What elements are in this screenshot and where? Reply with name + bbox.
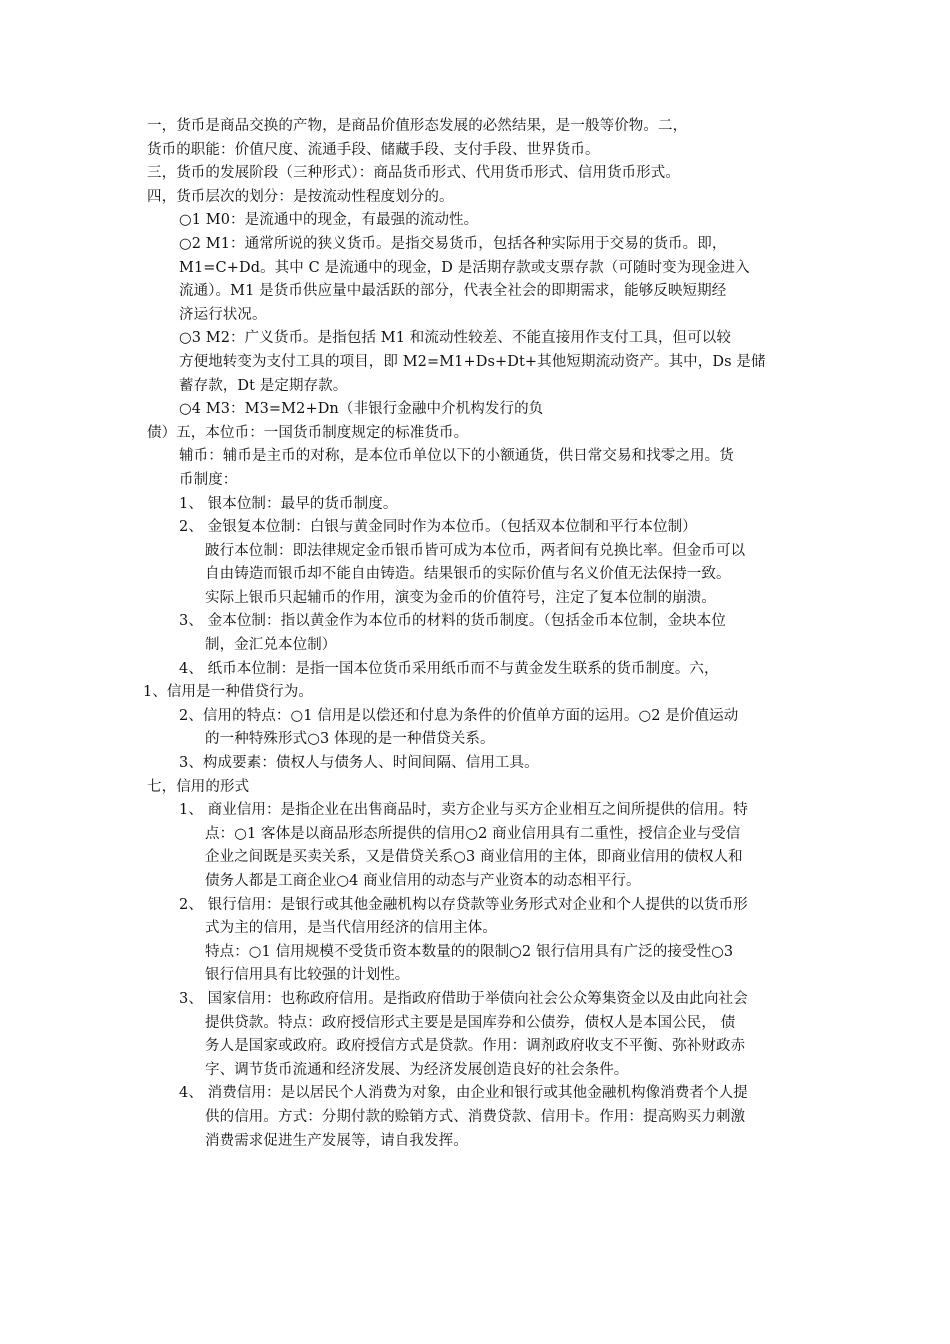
text-line: 辅币：辅币是主币的对称，是本位币单位以下的小额通货，供日常交易和找零之用。货 xyxy=(179,448,734,465)
text-line: 银行信用具有比较强的计划性。 xyxy=(205,967,410,984)
text-line: 1、 商业信用：是指企业在出售商品时，卖方企业与买方企业相互之间所提供的信用。特 xyxy=(179,802,748,819)
text-line: ○3 M2：广义货币。是指包括 M1 和流动性较差、不能直接用作支付工具，但可以较 xyxy=(179,330,731,347)
text-line: ○1 M0：是流通中的现金，有最强的流动性。 xyxy=(179,212,479,229)
text-line: ○2 M1：通常所说的狭义货币。是指交易货币，包括各种实际用于交易的货币。即， xyxy=(179,235,727,252)
text-line: 2、 银行信用：是银行或其他金融机构以存贷款等业务形式对企业和个人提供的以货币形 xyxy=(179,896,748,913)
text-line: 四，货币层次的划分：是按流动性程度划分的。 xyxy=(147,188,454,205)
text-line: 2、信用的特点：○1 信用是以偿还和付息为条件的价值单方面的运用。○2 是价值运动 xyxy=(179,707,739,724)
text-line: 债务人都是工商企业○4 商业信用的动态与产业资本的动态相平行。 xyxy=(205,873,641,889)
text-line: 币制度： xyxy=(179,471,238,488)
text-line: 债）五，本位币：一国货币制度规定的标准货币。 xyxy=(147,424,469,441)
text-line: 特点：○1 信用规模不受货币资本数量的的限制○2 银行信用具有广泛的接受性○3 xyxy=(205,943,734,960)
text-line: 跛行本位制：即法律规定金币银币皆可成为本位币，两者间有兑换比率。但金币可以 xyxy=(205,542,746,559)
text-line: 点：○1 客体是以商品形态所提供的信用○2 商业信用具有二重性，授信企业与受信 xyxy=(205,825,741,842)
text-line: 3、 国家信用：也称政府信用。是指政府借助于举债向社会公众筹集资金以及由此向社会 xyxy=(179,990,748,1007)
text-line: 提供贷款。特点：政府授信形式主要是是国库券和公债券，债权人是本国公民， 债 xyxy=(205,1014,736,1031)
text-line: 一，货币是商品交换的产物，是商品价值形态发展的必然结果，是一般等价物。二， xyxy=(147,118,688,134)
text-line: 消费需求促进生产发展等，请自我发挥。 xyxy=(205,1132,468,1149)
text-line: 三，货币的发展阶段（三种形式）：商品货币形式、代用货币形式、信用货币形式。 xyxy=(147,165,680,182)
text-line: 务人是国家或政府。政府授信方式是贷款。作用：调剂政府收支不平衡、弥补财政赤 xyxy=(205,1038,746,1055)
text-line: 2、 金银复本位制：白银与黄金同时作为本位币。（包括双本位制和平行本位制） xyxy=(179,519,697,536)
text-line: 字、调节货币流通和经济发展、为经济发展创造良好的社会条件。 xyxy=(205,1061,629,1078)
text-line: 方便地转变为支付工具的项目，即 M2=M1+Ds+Dt+其他短期流动资产。其中，Ds 是储 xyxy=(179,353,766,370)
text-line: 企业之间既是买卖关系，又是借贷关系○3 商业信用的主体，即商业信用的债权人和 xyxy=(205,849,743,866)
text-line: 实际上银币只起辅币的作用，演变为金币的价值符号，注定了复本位制的崩溃。 xyxy=(205,589,716,606)
text-line: 3、 金本位制：指以黄金作为本位币的材料的货币制度。（包括金币本位制，金块本位 xyxy=(179,613,726,630)
text-line: M1=C+Dd。其中 C 是流通中的现金，D 是活期存款或支票存款（可随时变为现金进入 xyxy=(179,259,750,276)
text-line: 的一种特殊形式○3 体现的是一种借贷关系。 xyxy=(205,731,495,748)
text-line: 七，信用的形式 xyxy=(147,778,250,795)
text-line: 货币的职能：价值尺度、流通手段、储藏手段、支付手段、世界货币。 xyxy=(147,141,600,158)
document-body xyxy=(143,115,817,1153)
text-line: 流通）。M1 是货币供应量中最活跃的部分，代表全社会的即期需求，能够反映短期经 xyxy=(179,283,727,300)
text-line: 4、 纸币本位制：是指一国本位货币采用纸币而不与黄金发生联系的货币制度。六， xyxy=(179,660,719,677)
text-line: 供的信用。方式：分期付款的赊销方式、消费贷款、信用卡。作用：提高购买力刺激 xyxy=(205,1108,746,1125)
text-line: 济运行状况。 xyxy=(179,306,267,323)
text-line: 1、信用是一种借贷行为。 xyxy=(143,684,313,701)
text-line: 3、构成要素：债权人与债务人、时间间隔、信用工具。 xyxy=(179,755,539,772)
text-line: ○4 M3：M3=M2+Dn（非银行金融中介机构发行的负 xyxy=(179,401,544,418)
text-line: 自由铸造而银币却不能自由铸造。结果银币的实际价值与名义价值无法保持一致。 xyxy=(205,566,731,583)
text-line: 1、 银本位制：最早的货币制度。 xyxy=(179,495,398,512)
text-line: 蓄存款，Dt 是定期存款。 xyxy=(179,377,348,394)
text-line: 制，金汇兑本位制） xyxy=(205,637,337,654)
text-line: 式为主的信用，是当代信用经济的信用主体。 xyxy=(205,920,497,937)
text-line: 4、 消费信用：是以居民个人消费为对象，由企业和银行或其他金融机构像消费者个人提 xyxy=(179,1085,748,1102)
